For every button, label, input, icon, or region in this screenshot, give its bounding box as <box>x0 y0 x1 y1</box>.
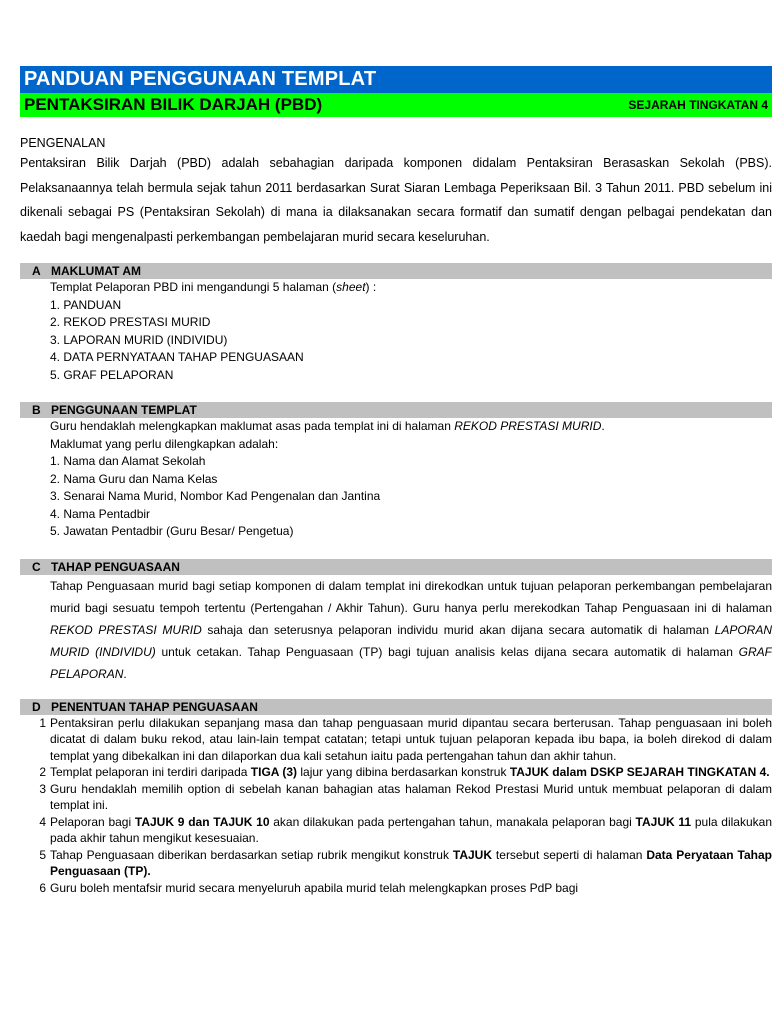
section-title: PENGGUNAAN TEMPLAT <box>51 403 197 417</box>
item-text: Guru hendaklah memilih option di sebelah kanan bahagian atas halaman Rekod Prestasi Murid untuk membuat pelaporan di dalam templat ini. <box>50 781 772 812</box>
section-c <box>20 559 772 685</box>
intro-text: Pentaksiran Bilik Darjah (PBD) adalah sebahagian daripada komponen didalam Pentaksiran Berasaskan Sekolah (PBS). Pelaksanaannya telah bermula sejak tahun 2011 berdasarkan Surat Siaran Lembaga Peperiksaan Bil. 3 Tahun 2011. PBD sebelum ini dikenali sebagai PS (Pentaksiran Sekolah) di mana ia dilaksanakan secara formatif dan sumatif dengan pelbagai pendekatan dan kaedah bagi mengenalpasti perkembangan pembelajaran murid secara keseluruhan. <box>20 156 772 244</box>
section-letter: A <box>32 264 41 278</box>
text-run: Tahap Penguasaan diberikan berdasarkan setiap rubrik mengikut konstruk <box>50 847 453 862</box>
text-run: Templat pelaporan ini terdiri daripada <box>50 765 251 779</box>
item-number: 4 <box>39 814 46 829</box>
item-text: Guru boleh mentafsir murid secara menyeluruh apabila murid telah melengkapkan proses PdP bagi <box>50 880 579 895</box>
section-a-header <box>20 263 772 279</box>
list-item: 5. GRAF PELAPORAN <box>50 367 174 382</box>
section-a-list <box>20 279 772 384</box>
numbered-item <box>20 847 772 880</box>
list-item: 2. REKOD PRESTASI MURID <box>50 315 211 329</box>
document-title: PANDUAN PENGGUNAAN TEMPLAT <box>20 66 772 93</box>
section-b-list <box>20 418 772 541</box>
section-b-header <box>20 402 772 418</box>
text-run: tersebut seperti di halaman <box>492 847 647 862</box>
item-number: 1 <box>39 715 46 730</box>
section-a <box>20 263 772 384</box>
numbered-item <box>20 781 772 814</box>
list-item: 1. PANDUAN <box>50 297 122 312</box>
section-letter: B <box>32 403 41 417</box>
section-title: PENENTUAN TAHAP PENGUASAAN <box>51 699 258 714</box>
lead-text: Templat Pelaporan PBD ini mengandungi 5 halaman ( <box>50 280 337 294</box>
bold-run: TIGA (3) <box>250 765 298 779</box>
numbered-item <box>20 764 772 781</box>
introduction <box>20 135 772 249</box>
section-b-sub: Maklumat yang perlu dilengkapkan adalah: <box>50 436 279 451</box>
bold-run: TAJUK <box>452 847 493 862</box>
section-c-text <box>20 575 772 685</box>
text-run: Pelaporan bagi <box>50 814 135 829</box>
numbered-item <box>20 715 772 765</box>
item-number: 3 <box>39 781 46 796</box>
document-subtitle: PENTAKSIRAN BILIK DARJAH (PBD) <box>24 95 323 114</box>
bold-run: TAJUK 11 <box>635 814 692 829</box>
text-run: Tahap Penguasaan murid bagi setiap komponen di dalam templat ini direkodkan untuk tujuan pelaporan perkembangan pembelajaran murid bagi sesuatu tempoh tertentu (Pertengahan / Akhir Tahun). Guru hanya perlu merekodkan Tahap Penguasaan ini di halaman <box>50 578 772 615</box>
section-a-lead <box>50 279 772 297</box>
text-run: akan dilakukan pada pertengahan tahun, manakala pelaporan bagi <box>269 814 636 829</box>
intro-title: PENGENALAN <box>20 136 106 150</box>
list-item: 4. DATA PERNYATAAN TAHAP PENGUASAAN <box>50 350 304 364</box>
section-letter: C <box>32 559 41 574</box>
section-d-header <box>20 699 772 715</box>
item-text <box>50 764 772 781</box>
section-d <box>20 699 772 897</box>
item-number: 5 <box>39 847 46 862</box>
lead-italic: sheet <box>336 280 366 294</box>
section-b <box>20 402 772 541</box>
section-title: TAHAP PENGUASAAN <box>51 559 180 574</box>
list-item: 1. Nama dan Alamat Sekolah <box>50 454 206 468</box>
text-run: lajur yang dibina berdasarkan konstruk <box>297 765 510 779</box>
section-c-header <box>20 559 772 575</box>
item-text <box>50 847 772 880</box>
numbered-item <box>20 880 772 897</box>
subject-label: SEJARAH TINGKATAN 4 <box>628 98 768 112</box>
list-item: 4. Nama Pentadbir <box>50 506 151 521</box>
italic-run: GRAF PELAPORAN <box>50 644 772 681</box>
text-run: . <box>123 666 127 681</box>
bold-run: TAJUK 9 dan TAJUK 10 <box>134 814 270 829</box>
lead-text-end: ) : <box>365 280 377 294</box>
document-sheet <box>20 66 772 896</box>
section-d-list <box>20 715 772 897</box>
lead-italic: REKOD PRESTASI MURID <box>454 419 602 433</box>
numbered-item <box>20 814 772 847</box>
document-subtitle-bar <box>20 93 772 117</box>
lead-text-end: . <box>601 419 605 433</box>
item-number: 6 <box>39 880 46 895</box>
item-text <box>50 814 772 847</box>
italic-run: REKOD PRESTASI MURID <box>50 622 202 637</box>
section-b-lead <box>50 418 772 436</box>
text-run: untuk cetakan. Tahap Penguasaan (TP) bagi tujuan analisis kelas dijana secara automatik di halaman <box>155 644 739 659</box>
lead-text: Guru hendaklah melengkapkan maklumat asas pada templat ini di halaman <box>50 419 455 433</box>
section-letter: D <box>32 699 41 714</box>
list-item: 2. Nama Guru dan Nama Kelas <box>50 471 218 486</box>
bold-run: TAJUK dalam DSKP SEJARAH TINGKATAN 4. <box>509 765 770 779</box>
italic-run: LAPORAN MURID (INDIVIDU) <box>50 622 772 659</box>
bold-run: Data Peryataan Tahap Penguasaan (TP). <box>50 847 772 878</box>
section-title: MAKLUMAT AM <box>51 264 141 278</box>
item-number: 2 <box>39 765 46 779</box>
item-text: Pentaksiran perlu dilakukan sepanjang masa dan tahap penguasaan murid dipantau secara berterusan. Tahap penguasaan ini boleh dicatat di dalam buku rekod, atau lain-lain tempat catatan; tetapi untuk tujuan pelaporan kepada ibu bapa, ia boleh direkod di dalam templat yang dibekalkan ini dan dilaporkan dua kali setahun iaitu pada pertengahan tahun dan akhir tahun. <box>50 715 772 763</box>
list-item: 3. Senarai Nama Murid, Nombor Kad Pengenalan dan Jantina <box>50 489 381 503</box>
list-item: 3. LAPORAN MURID (INDIVIDU) <box>50 332 228 347</box>
section-c-paragraph <box>50 575 772 685</box>
text-run: sahaja dan seterusnya pelaporan individu murid akan dijana secara automatik di halaman <box>201 622 715 637</box>
text-run: pula dilakukan pada akhir tahun mengikut kesesuaian. <box>50 814 772 845</box>
list-item: 5. Jawatan Pentadbir (Guru Besar/ Pengetua) <box>50 524 294 538</box>
